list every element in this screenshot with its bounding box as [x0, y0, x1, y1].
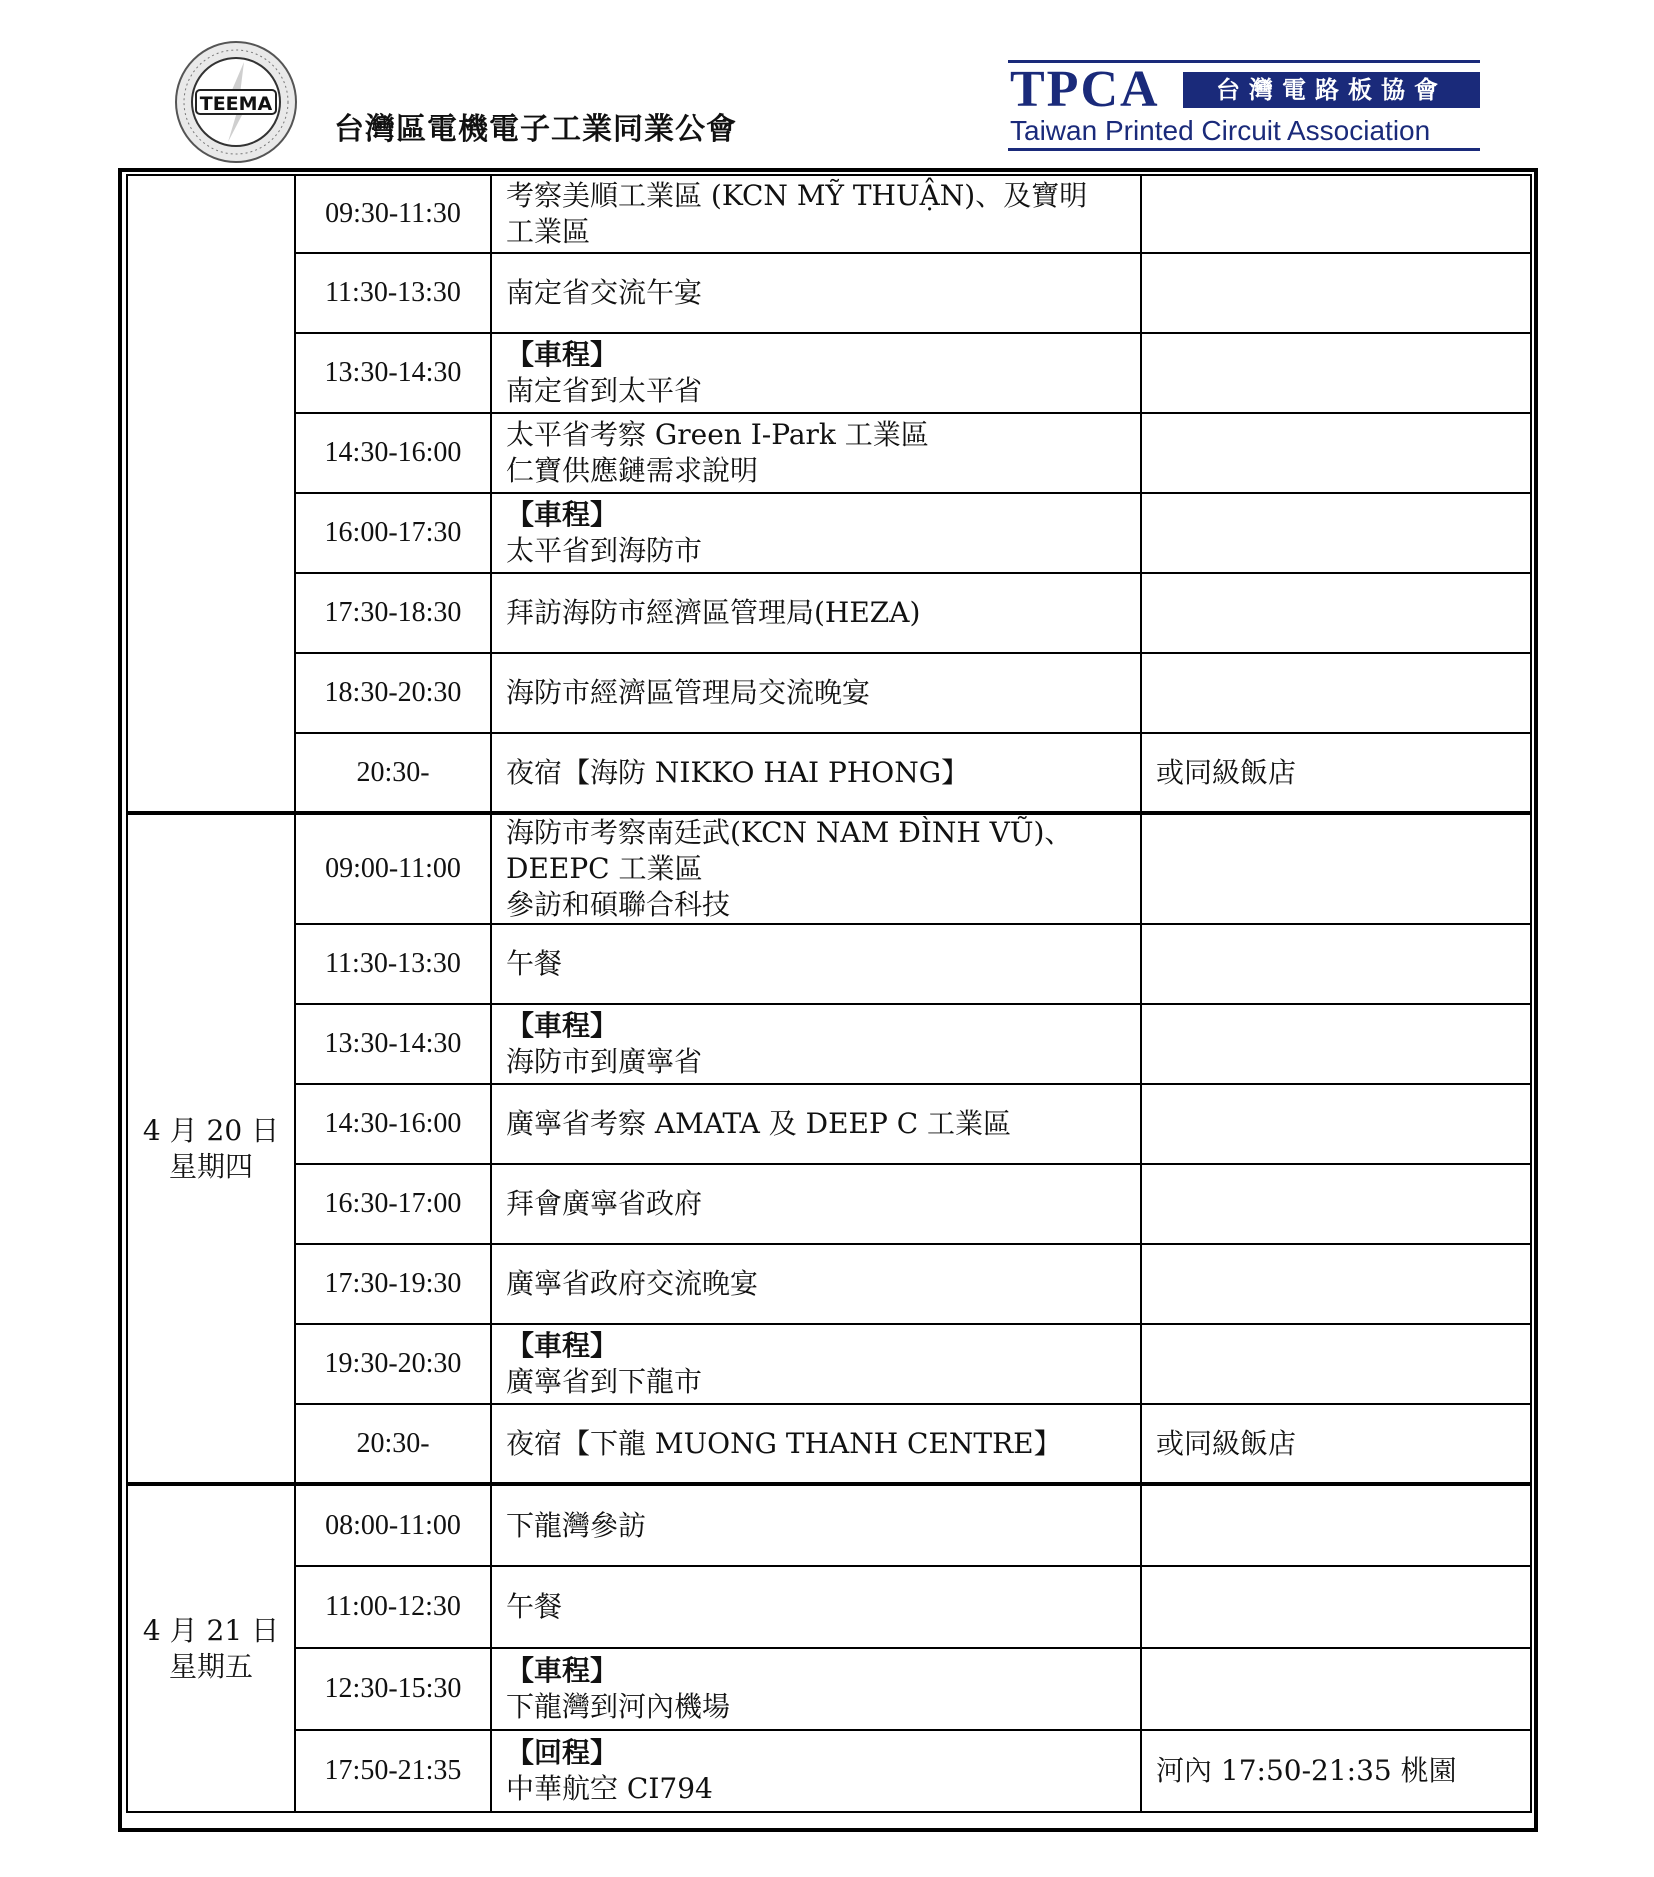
activity-cell	[491, 175, 1141, 253]
time-cell: 09:00-11:00	[295, 813, 491, 924]
activity-cell	[491, 1648, 1141, 1730]
note-cell: 河內 17:50-21:35 桃園	[1141, 1730, 1531, 1812]
schedule-table	[126, 174, 1532, 1813]
day-weekday: 星期四	[168, 1149, 253, 1183]
note-cell	[1141, 1164, 1531, 1244]
schedule-row	[127, 1730, 1531, 1812]
time-cell: 19:30-20:30	[295, 1324, 491, 1404]
day-weekday: 星期五	[168, 1649, 253, 1683]
time-cell: 09:30-11:30	[295, 175, 491, 253]
activity-line: 太平省考察 Green I-Park 工業區	[506, 418, 929, 451]
time-cell: 12:30-15:30	[295, 1648, 491, 1730]
activity-cell	[491, 1164, 1141, 1244]
activity-line: 午餐	[506, 1590, 563, 1623]
time-cell: 16:30-17:00	[295, 1164, 491, 1244]
day-date: 4 月 20 日	[142, 1113, 280, 1147]
time-cell: 20:30-	[295, 1404, 491, 1484]
activity-line: 【車程】	[506, 1329, 619, 1362]
note-cell	[1141, 493, 1531, 573]
activity-line: 拜會廣寧省政府	[506, 1187, 703, 1220]
schedule-row	[127, 1566, 1531, 1648]
activity-line: 考察美順工業區 (KCN MỸ THUẬN)、及寶明	[506, 179, 1088, 212]
time-cell: 20:30-	[295, 733, 491, 813]
schedule-body	[127, 175, 1531, 1812]
teema-logo	[174, 40, 298, 164]
activity-line: 南定省交流午宴	[506, 276, 703, 309]
org-name: 台灣區電機電子工業同業公會	[334, 112, 737, 147]
activity-line: 夜宿【下龍 MUONG THANH CENTRE】	[506, 1426, 1062, 1460]
tpca-abbr: TPCA	[1010, 61, 1160, 118]
activity-line: 太平省到海防市	[506, 534, 703, 567]
activity-line: 午餐	[506, 947, 563, 980]
tpca-bottom-rule	[1008, 148, 1480, 151]
note-cell	[1141, 1084, 1531, 1164]
note-cell	[1141, 1324, 1531, 1404]
activity-cell	[491, 1004, 1141, 1084]
schedule-row	[127, 175, 1531, 253]
day-date: 4 月 21 日	[142, 1613, 280, 1647]
activity-cell	[491, 493, 1141, 573]
activity-line: 拜訪海防市經濟區管理局(HEZA)	[506, 596, 921, 629]
activity-line: 【車程】	[506, 338, 619, 371]
activity-line: 中華航空 CI794	[506, 1772, 713, 1805]
schedule-row	[127, 813, 1531, 924]
activity-line: 廣寧省考察 AMATA 及 DEEP C 工業區	[506, 1107, 1012, 1140]
schedule-row	[127, 1164, 1531, 1244]
activity-line: DEEPC 工業區	[506, 852, 703, 885]
note-cell: 或同級飯店	[1141, 733, 1531, 813]
schedule-row	[127, 493, 1531, 573]
time-cell: 16:00-17:30	[295, 493, 491, 573]
activity-line: 海防市到廣寧省	[506, 1045, 703, 1078]
day-cell	[127, 1484, 295, 1812]
activity-cell	[491, 924, 1141, 1004]
schedule-row	[127, 1004, 1531, 1084]
time-cell: 11:00-12:30	[295, 1566, 491, 1648]
activity-line: 工業區	[506, 215, 591, 248]
time-cell: 14:30-16:00	[295, 413, 491, 493]
note-cell	[1141, 1566, 1531, 1648]
schedule-row	[127, 1648, 1531, 1730]
time-cell: 17:30-19:30	[295, 1244, 491, 1324]
activity-cell	[491, 1244, 1141, 1324]
schedule-row	[127, 1484, 1531, 1566]
note-cell	[1141, 1244, 1531, 1324]
activity-cell	[491, 733, 1141, 813]
note-cell	[1141, 1484, 1531, 1566]
time-cell: 11:30-13:30	[295, 253, 491, 333]
note-cell	[1141, 653, 1531, 733]
day-cell	[127, 175, 295, 813]
activity-cell	[491, 573, 1141, 653]
time-cell: 08:00-11:00	[295, 1484, 491, 1566]
note-cell	[1141, 175, 1531, 253]
time-cell: 13:30-14:30	[295, 333, 491, 413]
activity-cell	[491, 253, 1141, 333]
note-cell	[1141, 924, 1531, 1004]
note-cell	[1141, 333, 1531, 413]
schedule-row	[127, 253, 1531, 333]
note-cell: 或同級飯店	[1141, 1404, 1531, 1484]
schedule-row	[127, 653, 1531, 733]
day-cell	[127, 813, 295, 1484]
activity-line: 【車程】	[506, 1009, 619, 1042]
activity-line: 廣寧省到下龍市	[506, 1365, 703, 1398]
time-cell: 14:30-16:00	[295, 1084, 491, 1164]
schedule-row	[127, 1244, 1531, 1324]
note-cell	[1141, 1648, 1531, 1730]
tpca-logo	[1008, 60, 1480, 152]
time-cell: 13:30-14:30	[295, 1004, 491, 1084]
activity-cell	[491, 813, 1141, 924]
schedule-row	[127, 733, 1531, 813]
activity-line: 【車程】	[506, 1654, 619, 1687]
activity-cell	[491, 1730, 1141, 1812]
activity-line: 【回程】	[506, 1736, 619, 1769]
activity-cell	[491, 1404, 1141, 1484]
activity-line: 夜宿【海防 NIKKO HAI PHONG】	[506, 755, 970, 789]
tpca-english-name: Taiwan Printed Circuit Association	[1010, 115, 1431, 146]
schedule-row	[127, 1084, 1531, 1164]
schedule-row	[127, 573, 1531, 653]
activity-cell	[491, 1484, 1141, 1566]
activity-line: 下龍灣參訪	[506, 1508, 647, 1542]
activity-line: 海防市經濟區管理局交流晚宴	[506, 676, 871, 709]
activity-line: 廣寧省政府交流晚宴	[506, 1267, 759, 1300]
tpca-chinese-name: 台灣電路板協會	[1183, 72, 1480, 108]
time-cell: 17:50-21:35	[295, 1730, 491, 1812]
activity-cell	[491, 1084, 1141, 1164]
note-cell	[1141, 813, 1531, 924]
activity-line: 南定省到太平省	[506, 374, 703, 407]
activity-line: 【車程】	[506, 498, 619, 531]
schedule-row	[127, 413, 1531, 493]
activity-line: 海防市考察南廷武(KCN NAM ĐÌNH VŨ)、	[506, 816, 1073, 849]
schedule-row	[127, 333, 1531, 413]
activity-cell	[491, 1324, 1141, 1404]
activity-line: 參訪和碩聯合科技	[506, 888, 731, 921]
note-cell	[1141, 573, 1531, 653]
note-cell	[1141, 413, 1531, 493]
schedule-row	[127, 1404, 1531, 1484]
activity-cell	[491, 413, 1141, 493]
schedule-row	[127, 924, 1531, 1004]
activity-line: 下龍灣到河內機場	[506, 1690, 731, 1723]
activity-cell	[491, 653, 1141, 733]
time-cell: 11:30-13:30	[295, 924, 491, 1004]
teema-logo-text: TEEMA	[199, 93, 273, 115]
activity-cell	[491, 1566, 1141, 1648]
time-cell: 18:30-20:30	[295, 653, 491, 733]
note-cell	[1141, 253, 1531, 333]
note-cell	[1141, 1004, 1531, 1084]
schedule-row	[127, 1324, 1531, 1404]
activity-line: 仁寶供應鏈需求說明	[506, 454, 759, 487]
activity-cell	[491, 333, 1141, 413]
time-cell: 17:30-18:30	[295, 573, 491, 653]
